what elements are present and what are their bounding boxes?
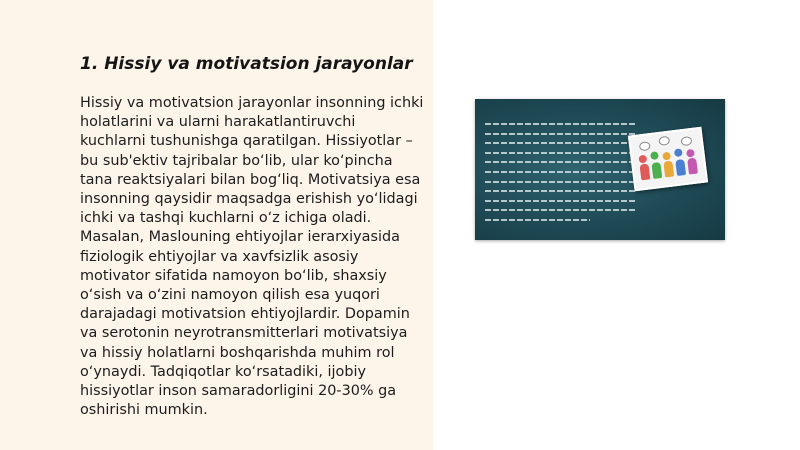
slide-title: 1. Hissiy va motivatsion jarayonlar [80,54,413,74]
slide-body-text: Hissiy va motivatsion jarayonlar insonning ichki holatlarini va ularni harakatlantiruvchi kuchlarni tushunishga qaratilgan. Hissiyotlar – bu sub'ektiv tajribalar bo‘lib, ular ko‘pincha tana reaktsiyalari bilan bog‘liq. Motivatsiya esa insonning qaysidir maqsadga erishish yo‘lidagi ichki va tashqi kuchlarni o‘z ichiga oladi. Masalan, Maslouning ehtiyojlar ierarxiyasida fiziologik ehtiyojlar va xavfsizlik asosiy motivator sifatida namoyon bo‘lib, shaxsiy o‘sish va o‘zini namoyon qilish esa yuqori darajadagi motivatsion ehtiyojlardir. Dopamin va serotonin neyrotransmitterlari motivatsiya va hissiy holatlarni boshqarishda muhim rol o‘ynaydi. Tadqiqotlar ko‘rsatadiki, ijobiy hissiyotlar inson samaradorligini 20-30% ga oshirishi mumkin. [80,95,424,419]
slide-thumbnail-image [475,99,725,240]
people-figures-photo [628,127,708,192]
thumbnail-text-lines [485,123,635,229]
